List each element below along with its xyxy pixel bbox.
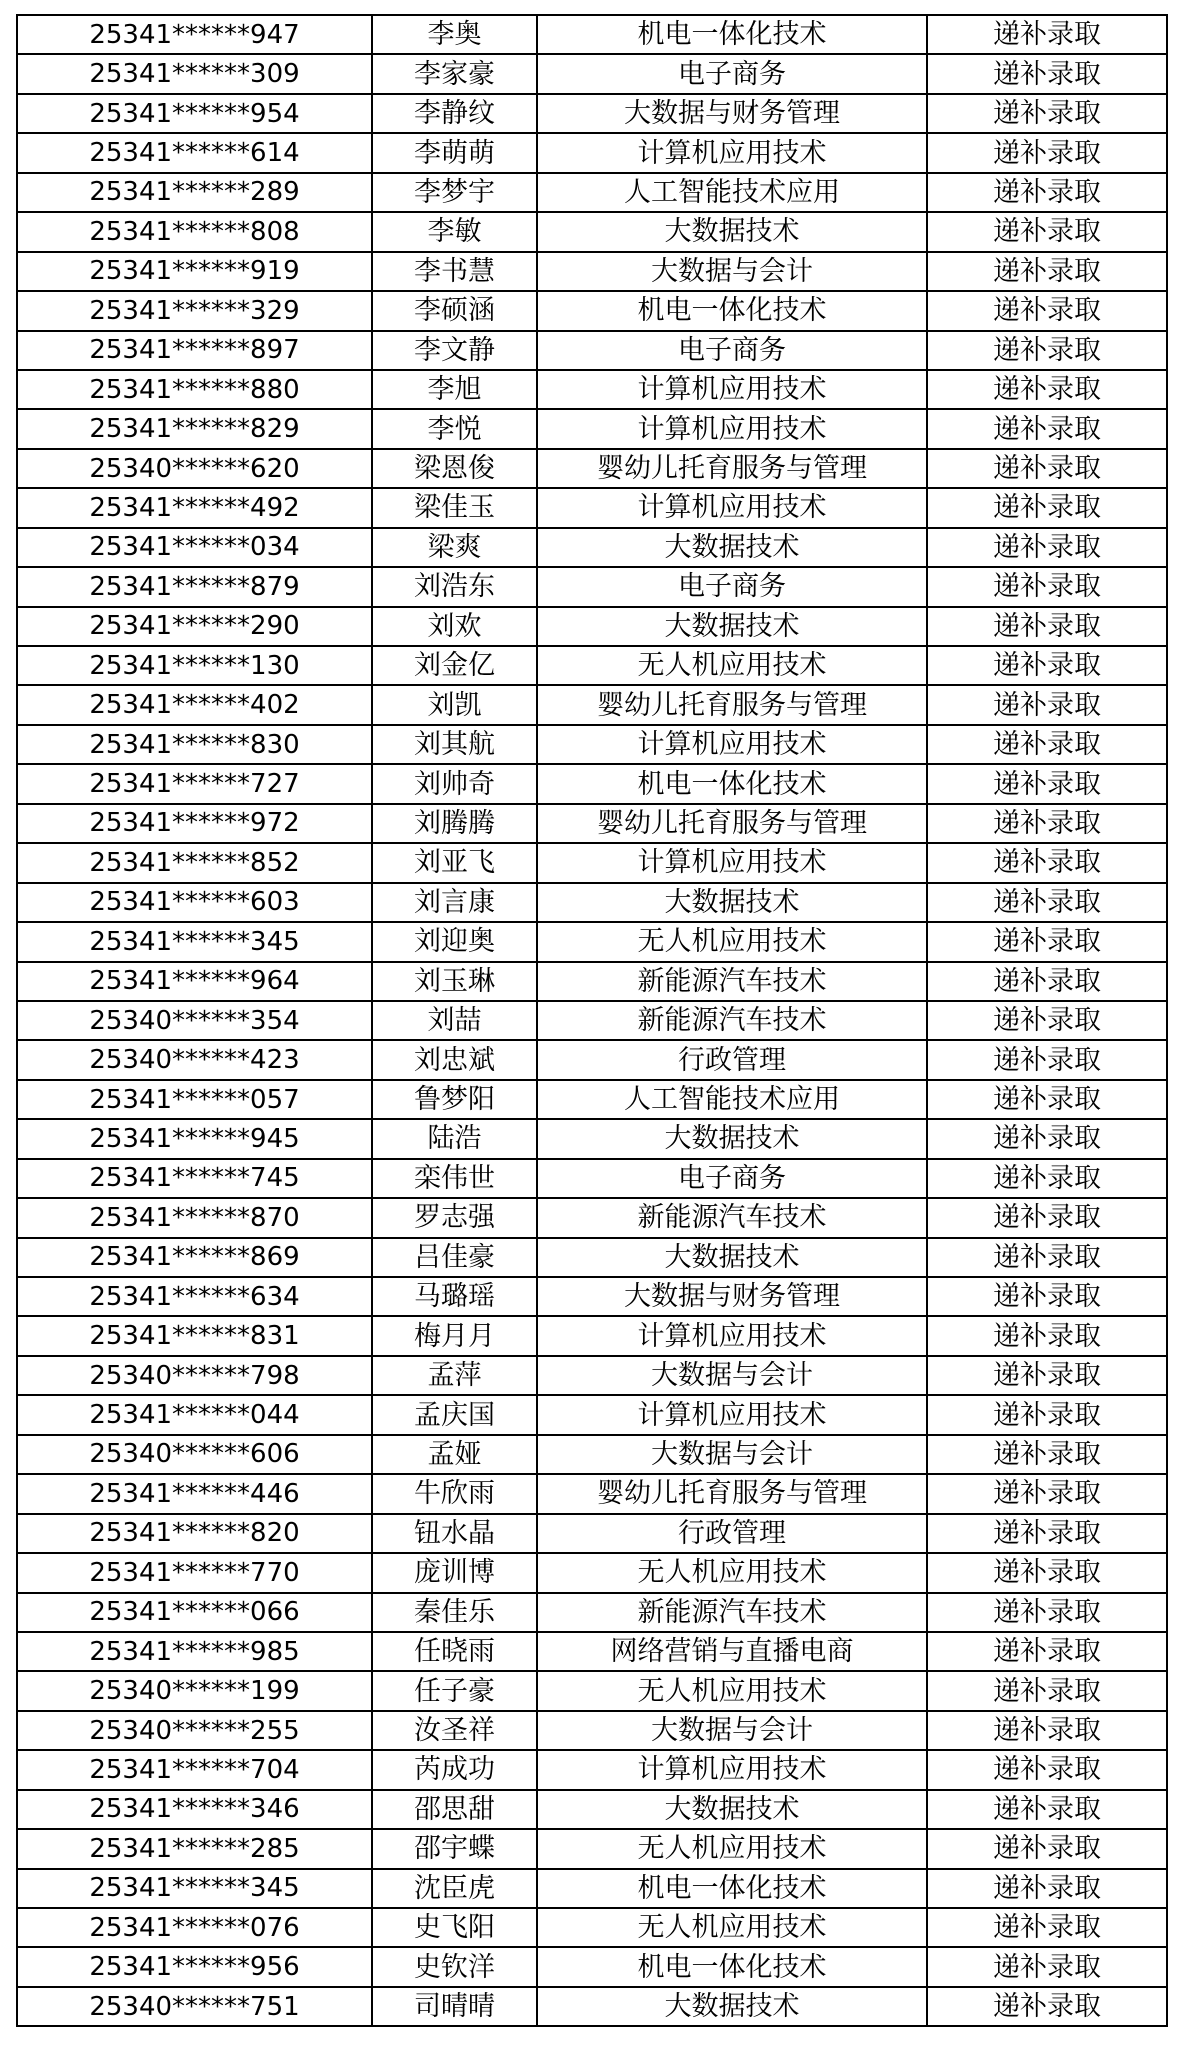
student-name-cell: 芮成功 <box>372 1750 537 1789</box>
candidate-id-cell: 25341******831 <box>17 1316 372 1355</box>
student-name-cell: 刘忠斌 <box>372 1040 537 1079</box>
student-name-cell: 史钦洋 <box>372 1947 537 1986</box>
major-cell: 计算机应用技术 <box>537 1750 927 1789</box>
table-row <box>17 54 1167 93</box>
admission-status-cell: 递补录取 <box>927 883 1167 922</box>
admission-status-cell: 递补录取 <box>927 922 1167 961</box>
major-cell: 行政管理 <box>537 1040 927 1079</box>
candidate-id-cell: 25341******289 <box>17 173 372 212</box>
table-row <box>17 1356 1167 1395</box>
student-name-cell: 李文静 <box>372 331 537 370</box>
student-name-cell: 沈臣虎 <box>372 1869 537 1908</box>
major-cell: 计算机应用技术 <box>537 370 927 409</box>
major-cell: 婴幼儿托育服务与管理 <box>537 685 927 724</box>
admission-status-cell: 递补录取 <box>927 646 1167 685</box>
major-cell: 大数据与财务管理 <box>537 94 927 133</box>
table-row <box>17 94 1167 133</box>
admission-status-cell: 递补录取 <box>927 54 1167 93</box>
candidate-id-cell: 25341******880 <box>17 370 372 409</box>
major-cell: 新能源汽车技术 <box>537 1001 927 1040</box>
table-row <box>17 528 1167 567</box>
admission-status-cell: 递补录取 <box>927 1829 1167 1868</box>
table-row <box>17 1159 1167 1198</box>
candidate-id-cell: 25340******423 <box>17 1040 372 1079</box>
major-cell: 人工智能技术应用 <box>537 173 927 212</box>
major-cell: 大数据技术 <box>537 1119 927 1158</box>
table-row <box>17 883 1167 922</box>
admission-status-cell: 递补录取 <box>927 1671 1167 1710</box>
student-name-cell: 李奥 <box>372 15 537 54</box>
student-name-cell: 李悦 <box>372 409 537 448</box>
table-row <box>17 409 1167 448</box>
student-name-cell: 马璐瑶 <box>372 1277 537 1316</box>
candidate-id-cell: 25341******345 <box>17 922 372 961</box>
table-row <box>17 1040 1167 1079</box>
candidate-id-cell: 25341******345 <box>17 1869 372 1908</box>
table-row <box>17 1001 1167 1040</box>
major-cell: 大数据技术 <box>537 1238 927 1277</box>
admission-status-cell: 递补录取 <box>927 1987 1167 2026</box>
student-name-cell: 司晴晴 <box>372 1987 537 2026</box>
admission-status-cell: 递补录取 <box>927 685 1167 724</box>
student-name-cell: 刘金亿 <box>372 646 537 685</box>
major-cell: 新能源汽车技术 <box>537 962 927 1001</box>
candidate-id-cell: 25341******402 <box>17 685 372 724</box>
major-cell: 无人机应用技术 <box>537 1908 927 1947</box>
major-cell: 网络营销与直播电商 <box>537 1632 927 1671</box>
admission-status-cell: 递补录取 <box>927 1159 1167 1198</box>
admission-status-cell: 递补录取 <box>927 1750 1167 1789</box>
table-row <box>17 962 1167 1001</box>
major-cell: 无人机应用技术 <box>537 1553 927 1592</box>
major-cell: 电子商务 <box>537 567 927 606</box>
student-name-cell: 鲁梦阳 <box>372 1080 537 1119</box>
candidate-id-cell: 25341******076 <box>17 1908 372 1947</box>
major-cell: 电子商务 <box>537 331 927 370</box>
major-cell: 计算机应用技术 <box>537 1316 927 1355</box>
table-row <box>17 133 1167 172</box>
admission-status-cell: 递补录取 <box>927 94 1167 133</box>
major-cell: 无人机应用技术 <box>537 646 927 685</box>
candidate-id-cell: 25341******985 <box>17 1632 372 1671</box>
candidate-id-cell: 25341******603 <box>17 883 372 922</box>
admission-status-cell: 递补录取 <box>927 488 1167 527</box>
candidate-id-cell: 25341******829 <box>17 409 372 448</box>
candidate-id-cell: 25341******446 <box>17 1474 372 1513</box>
table-row <box>17 1671 1167 1710</box>
admission-status-cell: 递补录取 <box>927 1080 1167 1119</box>
student-name-cell: 任晓雨 <box>372 1632 537 1671</box>
admission-status-cell: 递补录取 <box>927 528 1167 567</box>
student-name-cell: 邵思甜 <box>372 1790 537 1829</box>
student-name-cell: 史飞阳 <box>372 1908 537 1947</box>
candidate-id-cell: 25341******947 <box>17 15 372 54</box>
student-name-cell: 李敏 <box>372 212 537 251</box>
student-name-cell: 孟萍 <box>372 1356 537 1395</box>
major-cell: 无人机应用技术 <box>537 1829 927 1868</box>
admission-status-cell: 递补录取 <box>927 1238 1167 1277</box>
student-name-cell: 刘凯 <box>372 685 537 724</box>
major-cell: 电子商务 <box>537 1159 927 1198</box>
major-cell: 婴幼儿托育服务与管理 <box>537 1474 927 1513</box>
admission-status-cell: 递补录取 <box>927 1435 1167 1474</box>
table-row <box>17 1987 1167 2026</box>
candidate-id-cell: 25341******770 <box>17 1553 372 1592</box>
admission-status-cell: 递补录取 <box>927 331 1167 370</box>
major-cell: 大数据与会计 <box>537 1711 927 1750</box>
candidate-id-cell: 25341******964 <box>17 962 372 1001</box>
candidate-id-cell: 25341******897 <box>17 331 372 370</box>
candidate-id-cell: 25341******066 <box>17 1593 372 1632</box>
candidate-id-cell: 25341******919 <box>17 252 372 291</box>
major-cell: 人工智能技术应用 <box>537 1080 927 1119</box>
table-row <box>17 488 1167 527</box>
admission-status-cell: 递补录取 <box>927 1514 1167 1553</box>
student-name-cell: 邵宇蝶 <box>372 1829 537 1868</box>
table-row <box>17 1316 1167 1355</box>
candidate-id-cell: 25341******044 <box>17 1395 372 1434</box>
student-name-cell: 刘帅奇 <box>372 764 537 803</box>
table-row <box>17 1553 1167 1592</box>
major-cell: 机电一体化技术 <box>537 15 927 54</box>
student-name-cell: 刘迎奥 <box>372 922 537 961</box>
table-row <box>17 1238 1167 1277</box>
admission-status-cell: 递补录取 <box>927 1040 1167 1079</box>
student-name-cell: 吕佳豪 <box>372 1238 537 1277</box>
major-cell: 无人机应用技术 <box>537 1671 927 1710</box>
student-name-cell: 李旭 <box>372 370 537 409</box>
student-name-cell: 刘浩东 <box>372 567 537 606</box>
major-cell: 大数据技术 <box>537 212 927 251</box>
student-name-cell: 李家豪 <box>372 54 537 93</box>
major-cell: 无人机应用技术 <box>537 922 927 961</box>
table-row <box>17 291 1167 330</box>
table-row <box>17 331 1167 370</box>
major-cell: 机电一体化技术 <box>537 1947 927 1986</box>
candidate-id-cell: 25341******346 <box>17 1790 372 1829</box>
candidate-id-cell: 25341******130 <box>17 646 372 685</box>
student-name-cell: 李书慧 <box>372 252 537 291</box>
major-cell: 计算机应用技术 <box>537 133 927 172</box>
admission-table-body <box>17 15 1167 2026</box>
table-row <box>17 1514 1167 1553</box>
table-row <box>17 922 1167 961</box>
admission-status-cell: 递补录取 <box>927 1198 1167 1237</box>
student-name-cell: 刘腾腾 <box>372 804 537 843</box>
admission-status-cell: 递补录取 <box>927 725 1167 764</box>
admission-status-cell: 递补录取 <box>927 1119 1167 1158</box>
major-cell: 大数据与会计 <box>537 1356 927 1395</box>
admission-status-cell: 递补录取 <box>927 1593 1167 1632</box>
student-name-cell: 刘喆 <box>372 1001 537 1040</box>
table-row <box>17 685 1167 724</box>
student-name-cell: 牛欣雨 <box>372 1474 537 1513</box>
admission-status-cell: 递补录取 <box>927 1356 1167 1395</box>
student-name-cell: 刘言康 <box>372 883 537 922</box>
table-row <box>17 1869 1167 1908</box>
candidate-id-cell: 25341******954 <box>17 94 372 133</box>
admission-status-cell: 递补录取 <box>927 1395 1167 1434</box>
major-cell: 大数据与会计 <box>537 1435 927 1474</box>
major-cell: 电子商务 <box>537 54 927 93</box>
candidate-id-cell: 25341******820 <box>17 1514 372 1553</box>
admission-status-cell: 递补录取 <box>927 843 1167 882</box>
admission-status-cell: 递补录取 <box>927 804 1167 843</box>
candidate-id-cell: 25340******798 <box>17 1356 372 1395</box>
major-cell: 大数据技术 <box>537 883 927 922</box>
major-cell: 机电一体化技术 <box>537 764 927 803</box>
table-row <box>17 1947 1167 1986</box>
major-cell: 计算机应用技术 <box>537 409 927 448</box>
table-row <box>17 1790 1167 1829</box>
table-row <box>17 1711 1167 1750</box>
table-row <box>17 449 1167 488</box>
table-row <box>17 567 1167 606</box>
admission-status-cell: 递补录取 <box>927 1790 1167 1829</box>
student-name-cell: 任子豪 <box>372 1671 537 1710</box>
major-cell: 计算机应用技术 <box>537 843 927 882</box>
table-row <box>17 1750 1167 1789</box>
table-row <box>17 15 1167 54</box>
admission-status-cell: 递补录取 <box>927 1001 1167 1040</box>
table-row <box>17 252 1167 291</box>
candidate-id-cell: 25341******285 <box>17 1829 372 1868</box>
table-row <box>17 212 1167 251</box>
admission-status-cell: 递补录取 <box>927 764 1167 803</box>
student-name-cell: 陆浩 <box>372 1119 537 1158</box>
admission-status-cell: 递补录取 <box>927 133 1167 172</box>
student-name-cell: 刘欢 <box>372 607 537 646</box>
admission-status-cell: 递补录取 <box>927 1277 1167 1316</box>
candidate-id-cell: 25341******309 <box>17 54 372 93</box>
admission-status-cell: 递补录取 <box>927 212 1167 251</box>
table-row <box>17 1119 1167 1158</box>
candidate-id-cell: 25341******614 <box>17 133 372 172</box>
candidate-id-cell: 25340******199 <box>17 1671 372 1710</box>
candidate-id-cell: 25341******329 <box>17 291 372 330</box>
major-cell: 大数据技术 <box>537 1987 927 2026</box>
major-cell: 计算机应用技术 <box>537 725 927 764</box>
admission-status-cell: 递补录取 <box>927 291 1167 330</box>
candidate-id-cell: 25341******869 <box>17 1238 372 1277</box>
student-name-cell: 梁爽 <box>372 528 537 567</box>
admission-status-cell: 递补录取 <box>927 607 1167 646</box>
candidate-id-cell: 25340******606 <box>17 1435 372 1474</box>
student-name-cell: 罗志强 <box>372 1198 537 1237</box>
major-cell: 大数据技术 <box>537 607 927 646</box>
admission-status-cell: 递补录取 <box>927 1908 1167 1947</box>
table-row <box>17 1277 1167 1316</box>
candidate-id-cell: 25341******956 <box>17 1947 372 1986</box>
table-row <box>17 1593 1167 1632</box>
admission-status-cell: 递补录取 <box>927 1474 1167 1513</box>
candidate-id-cell: 25340******354 <box>17 1001 372 1040</box>
admission-table <box>16 14 1168 2027</box>
student-name-cell: 庞训博 <box>372 1553 537 1592</box>
candidate-id-cell: 25341******945 <box>17 1119 372 1158</box>
major-cell: 机电一体化技术 <box>537 1869 927 1908</box>
candidate-id-cell: 25341******492 <box>17 488 372 527</box>
student-name-cell: 李萌萌 <box>372 133 537 172</box>
student-name-cell: 李静纹 <box>372 94 537 133</box>
table-row <box>17 1435 1167 1474</box>
admission-status-cell: 递补录取 <box>927 1632 1167 1671</box>
table-row <box>17 804 1167 843</box>
major-cell: 行政管理 <box>537 1514 927 1553</box>
candidate-id-cell: 25341******634 <box>17 1277 372 1316</box>
student-name-cell: 孟庆国 <box>372 1395 537 1434</box>
student-name-cell: 刘其航 <box>372 725 537 764</box>
table-row <box>17 1829 1167 1868</box>
candidate-id-cell: 25341******034 <box>17 528 372 567</box>
candidate-id-cell: 25341******852 <box>17 843 372 882</box>
admission-status-cell: 递补录取 <box>927 370 1167 409</box>
student-name-cell: 刘亚飞 <box>372 843 537 882</box>
candidate-id-cell: 25341******808 <box>17 212 372 251</box>
admission-status-cell: 递补录取 <box>927 1316 1167 1355</box>
candidate-id-cell: 25341******879 <box>17 567 372 606</box>
candidate-id-cell: 25341******745 <box>17 1159 372 1198</box>
major-cell: 大数据与财务管理 <box>537 1277 927 1316</box>
student-name-cell: 李硕涵 <box>372 291 537 330</box>
admission-status-cell: 递补录取 <box>927 173 1167 212</box>
major-cell: 大数据技术 <box>537 1790 927 1829</box>
admission-status-cell: 递补录取 <box>927 15 1167 54</box>
student-name-cell: 刘玉琳 <box>372 962 537 1001</box>
admission-status-cell: 递补录取 <box>927 252 1167 291</box>
candidate-id-cell: 25341******727 <box>17 764 372 803</box>
admission-status-cell: 递补录取 <box>927 1869 1167 1908</box>
admission-status-cell: 递补录取 <box>927 962 1167 1001</box>
student-name-cell: 李梦宇 <box>372 173 537 212</box>
admission-status-cell: 递补录取 <box>927 449 1167 488</box>
major-cell: 机电一体化技术 <box>537 291 927 330</box>
table-row <box>17 173 1167 212</box>
student-name-cell: 栾伟世 <box>372 1159 537 1198</box>
major-cell: 大数据技术 <box>537 528 927 567</box>
student-name-cell: 梁恩俊 <box>372 449 537 488</box>
student-name-cell: 汝圣祥 <box>372 1711 537 1750</box>
admission-status-cell: 递补录取 <box>927 1947 1167 1986</box>
table-row <box>17 1395 1167 1434</box>
candidate-id-cell: 25340******255 <box>17 1711 372 1750</box>
student-name-cell: 秦佳乐 <box>372 1593 537 1632</box>
table-row <box>17 725 1167 764</box>
admission-status-cell: 递补录取 <box>927 1553 1167 1592</box>
major-cell: 计算机应用技术 <box>537 1395 927 1434</box>
student-name-cell: 钮水晶 <box>372 1514 537 1553</box>
candidate-id-cell: 25341******870 <box>17 1198 372 1237</box>
table-row <box>17 646 1167 685</box>
admission-status-cell: 递补录取 <box>927 1711 1167 1750</box>
candidate-id-cell: 25341******972 <box>17 804 372 843</box>
major-cell: 计算机应用技术 <box>537 488 927 527</box>
table-row <box>17 843 1167 882</box>
table-row <box>17 1632 1167 1671</box>
admission-status-cell: 递补录取 <box>927 409 1167 448</box>
table-row <box>17 1474 1167 1513</box>
student-name-cell: 梁佳玉 <box>372 488 537 527</box>
major-cell: 婴幼儿托育服务与管理 <box>537 804 927 843</box>
table-row <box>17 607 1167 646</box>
table-row <box>17 764 1167 803</box>
table-row <box>17 1198 1167 1237</box>
student-name-cell: 梅月月 <box>372 1316 537 1355</box>
candidate-id-cell: 25341******830 <box>17 725 372 764</box>
admission-status-cell: 递补录取 <box>927 567 1167 606</box>
major-cell: 新能源汽车技术 <box>537 1198 927 1237</box>
major-cell: 婴幼儿托育服务与管理 <box>537 449 927 488</box>
candidate-id-cell: 25340******751 <box>17 1987 372 2026</box>
candidate-id-cell: 25341******290 <box>17 607 372 646</box>
major-cell: 新能源汽车技术 <box>537 1593 927 1632</box>
candidate-id-cell: 25341******704 <box>17 1750 372 1789</box>
table-row <box>17 370 1167 409</box>
table-row <box>17 1080 1167 1119</box>
student-name-cell: 孟娅 <box>372 1435 537 1474</box>
candidate-id-cell: 25340******620 <box>17 449 372 488</box>
major-cell: 大数据与会计 <box>537 252 927 291</box>
candidate-id-cell: 25341******057 <box>17 1080 372 1119</box>
table-row <box>17 1908 1167 1947</box>
